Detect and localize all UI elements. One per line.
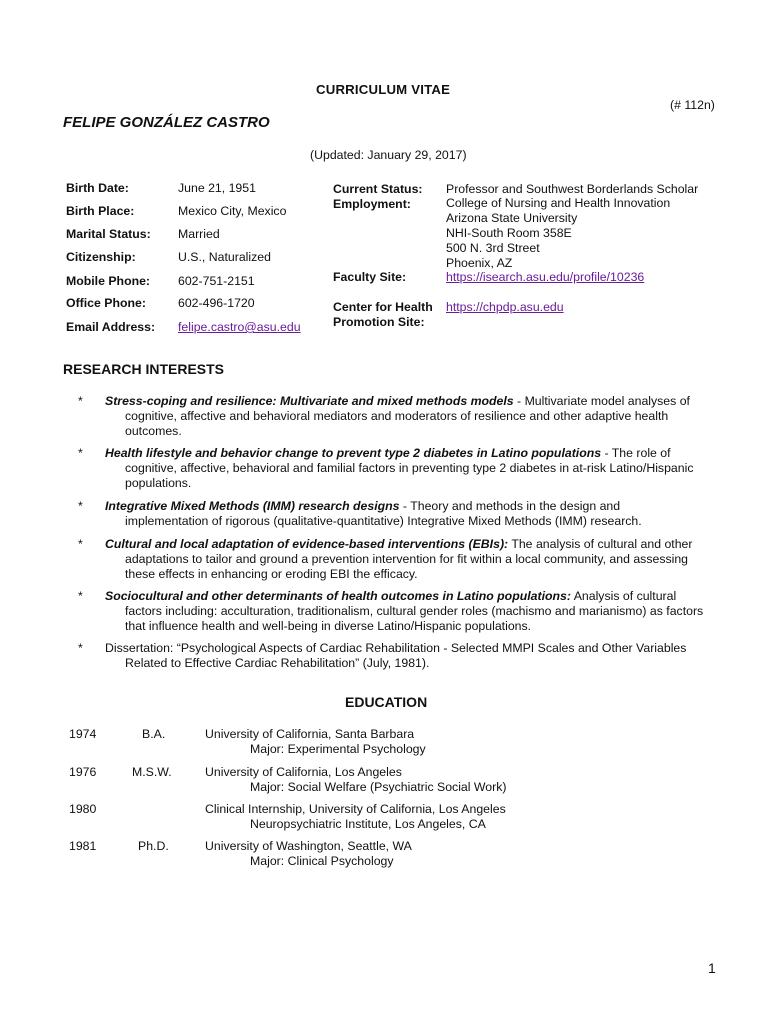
- education-year: 1976: [69, 765, 97, 779]
- research-item-text: - Multivariate model analyses of: [513, 394, 690, 408]
- employment-line: NHI-South Room 358E: [446, 226, 572, 240]
- email-link[interactable]: felipe.castro@asu.edu: [178, 320, 301, 334]
- bullet: *: [78, 641, 83, 655]
- dissertation-text: Dissertation: “Psychological Aspects of Cardiac Rehabilitation - Selected MMPI Scales and Other Variables: [105, 641, 687, 655]
- faculty-site-link[interactable]: https://isearch.asu.edu/profile/10236: [446, 270, 645, 284]
- employment-line: College of Nursing and Health Innovation: [446, 196, 671, 210]
- mobile-phone-value: 602-751-2151: [178, 274, 255, 288]
- birth-date-value: June 21, 1951: [178, 181, 256, 195]
- research-item-title: Stress-coping and resilience: Multivariate and mixed methods models: [105, 394, 514, 408]
- employment-label: Employment:: [333, 197, 411, 211]
- education-institution: University of Washington, Seattle, WA: [205, 839, 412, 853]
- education-detail: Major: Clinical Psychology: [250, 854, 394, 868]
- marital-status-label: Marital Status:: [66, 227, 151, 241]
- education-institution: University of California, Santa Barbara: [205, 727, 415, 741]
- birth-place-label: Birth Place:: [66, 204, 135, 218]
- citizenship-value: U.S., Naturalized: [178, 250, 271, 264]
- bullet: *: [78, 537, 83, 551]
- research-item-text: cognitive, affective, behavioral and familial factors in preventing type 2 diabetes in at-risk Latino/Hispanic: [125, 461, 694, 475]
- education-year: 1974: [69, 727, 97, 741]
- education-year: 1980: [69, 802, 97, 816]
- bullet: *: [78, 446, 83, 460]
- research-heading: RESEARCH INTERESTS: [63, 361, 225, 377]
- education-institution: Clinical Internship, University of California, Los Angeles: [205, 802, 506, 816]
- employment-line: Arizona State University: [446, 211, 578, 225]
- research-item-text: The analysis of cultural and other: [508, 537, 693, 551]
- education-degree: Ph.D.: [138, 839, 169, 853]
- education-year: 1981: [69, 839, 97, 853]
- research-item-text: cognitive, affective and behavioral mediators and moderators of resilience and other adaptive health: [125, 409, 669, 423]
- research-item-text: that influence health and well-being in diverse Latino/Hispanic populations.: [125, 619, 532, 633]
- education-institution: University of California, Los Angeles: [205, 765, 402, 779]
- list-item: [105, 537, 713, 582]
- marital-status-value: Married: [178, 227, 220, 241]
- center-site-label: Center for Health: [333, 300, 433, 314]
- bullet: *: [78, 394, 83, 408]
- employment-line: 500 N. 3rd Street: [446, 241, 540, 255]
- research-item-text: these effects in enhancing or eroding EBI the efficacy.: [125, 567, 418, 581]
- document-number: (# 112n): [670, 98, 715, 112]
- research-item-text: factors including: acculturation, traditionalism, cultural gender roles (machismo and marianismo) as factors: [125, 604, 704, 618]
- education-heading: EDUCATION: [345, 694, 428, 710]
- research-item-text: implementation of rigorous (qualitative-quantitative) Integrative Mixed Methods (IMM) research.: [125, 514, 642, 528]
- citizenship-label: Citizenship:: [66, 250, 136, 264]
- list-item: [105, 641, 713, 671]
- office-phone-value: 602-496-1720: [178, 296, 255, 310]
- mobile-phone-label: Mobile Phone:: [66, 274, 151, 288]
- employment-line: Phoenix, AZ: [446, 256, 513, 270]
- research-item-text: adaptations to tailor and ground a prevention intervention for fit within a local community, and assessing: [125, 552, 689, 566]
- current-status-value: Professor and Southwest Borderlands Scholar: [446, 182, 699, 196]
- list-item: [105, 394, 713, 439]
- updated-date: (Updated: January 29, 2017): [310, 148, 467, 162]
- dissertation-text: Related to Effective Cardiac Rehabilitation” (July, 1981).: [125, 656, 430, 670]
- document-title: CURRICULUM VITAE: [316, 82, 451, 97]
- research-item-title: Cultural and local adaptation of evidence-based interventions (EBIs):: [105, 537, 509, 551]
- list-item: [105, 589, 713, 634]
- birth-date-label: Birth Date:: [66, 181, 129, 195]
- research-item-text: - The role of: [601, 446, 671, 460]
- email-label: Email Address:: [66, 320, 156, 334]
- research-item-title: Integrative Mixed Methods (IMM) research designs: [105, 499, 400, 513]
- page-number: 1: [708, 960, 716, 976]
- list-item: [105, 446, 713, 491]
- current-status-label: Current Status:: [333, 182, 423, 196]
- education-degree: M.S.W.: [132, 765, 172, 779]
- research-item-title: Health lifestyle and behavior change to prevent type 2 diabetes in Latino populations: [105, 446, 602, 460]
- research-item-text: populations.: [125, 476, 192, 490]
- faculty-site-label: Faculty Site:: [333, 270, 407, 284]
- list-item: [105, 499, 713, 529]
- center-site-link[interactable]: https://chpdp.asu.edu: [446, 300, 564, 314]
- center-site-label: Promotion Site:: [333, 315, 425, 329]
- education-detail: Neuropsychiatric Institute, Los Angeles, CA: [250, 817, 486, 831]
- education-degree: B.A.: [142, 727, 166, 741]
- research-item-title: Sociocultural and other determinants of health outcomes in Latino populations:: [105, 589, 571, 603]
- research-item-text: - Theory and methods in the design and: [399, 499, 621, 513]
- bullet: *: [78, 589, 83, 603]
- education-detail: Major: Social Welfare (Psychiatric Social Work): [250, 780, 507, 794]
- person-name: FELIPE GONZÁLEZ CASTRO: [63, 114, 270, 131]
- bullet: *: [78, 499, 83, 513]
- research-item-text: Analysis of cultural: [570, 589, 677, 603]
- research-item-text: outcomes.: [125, 424, 182, 438]
- office-phone-label: Office Phone:: [66, 296, 146, 310]
- birth-place-value: Mexico City, Mexico: [178, 204, 287, 218]
- education-detail: Major: Experimental Psychology: [250, 742, 426, 756]
